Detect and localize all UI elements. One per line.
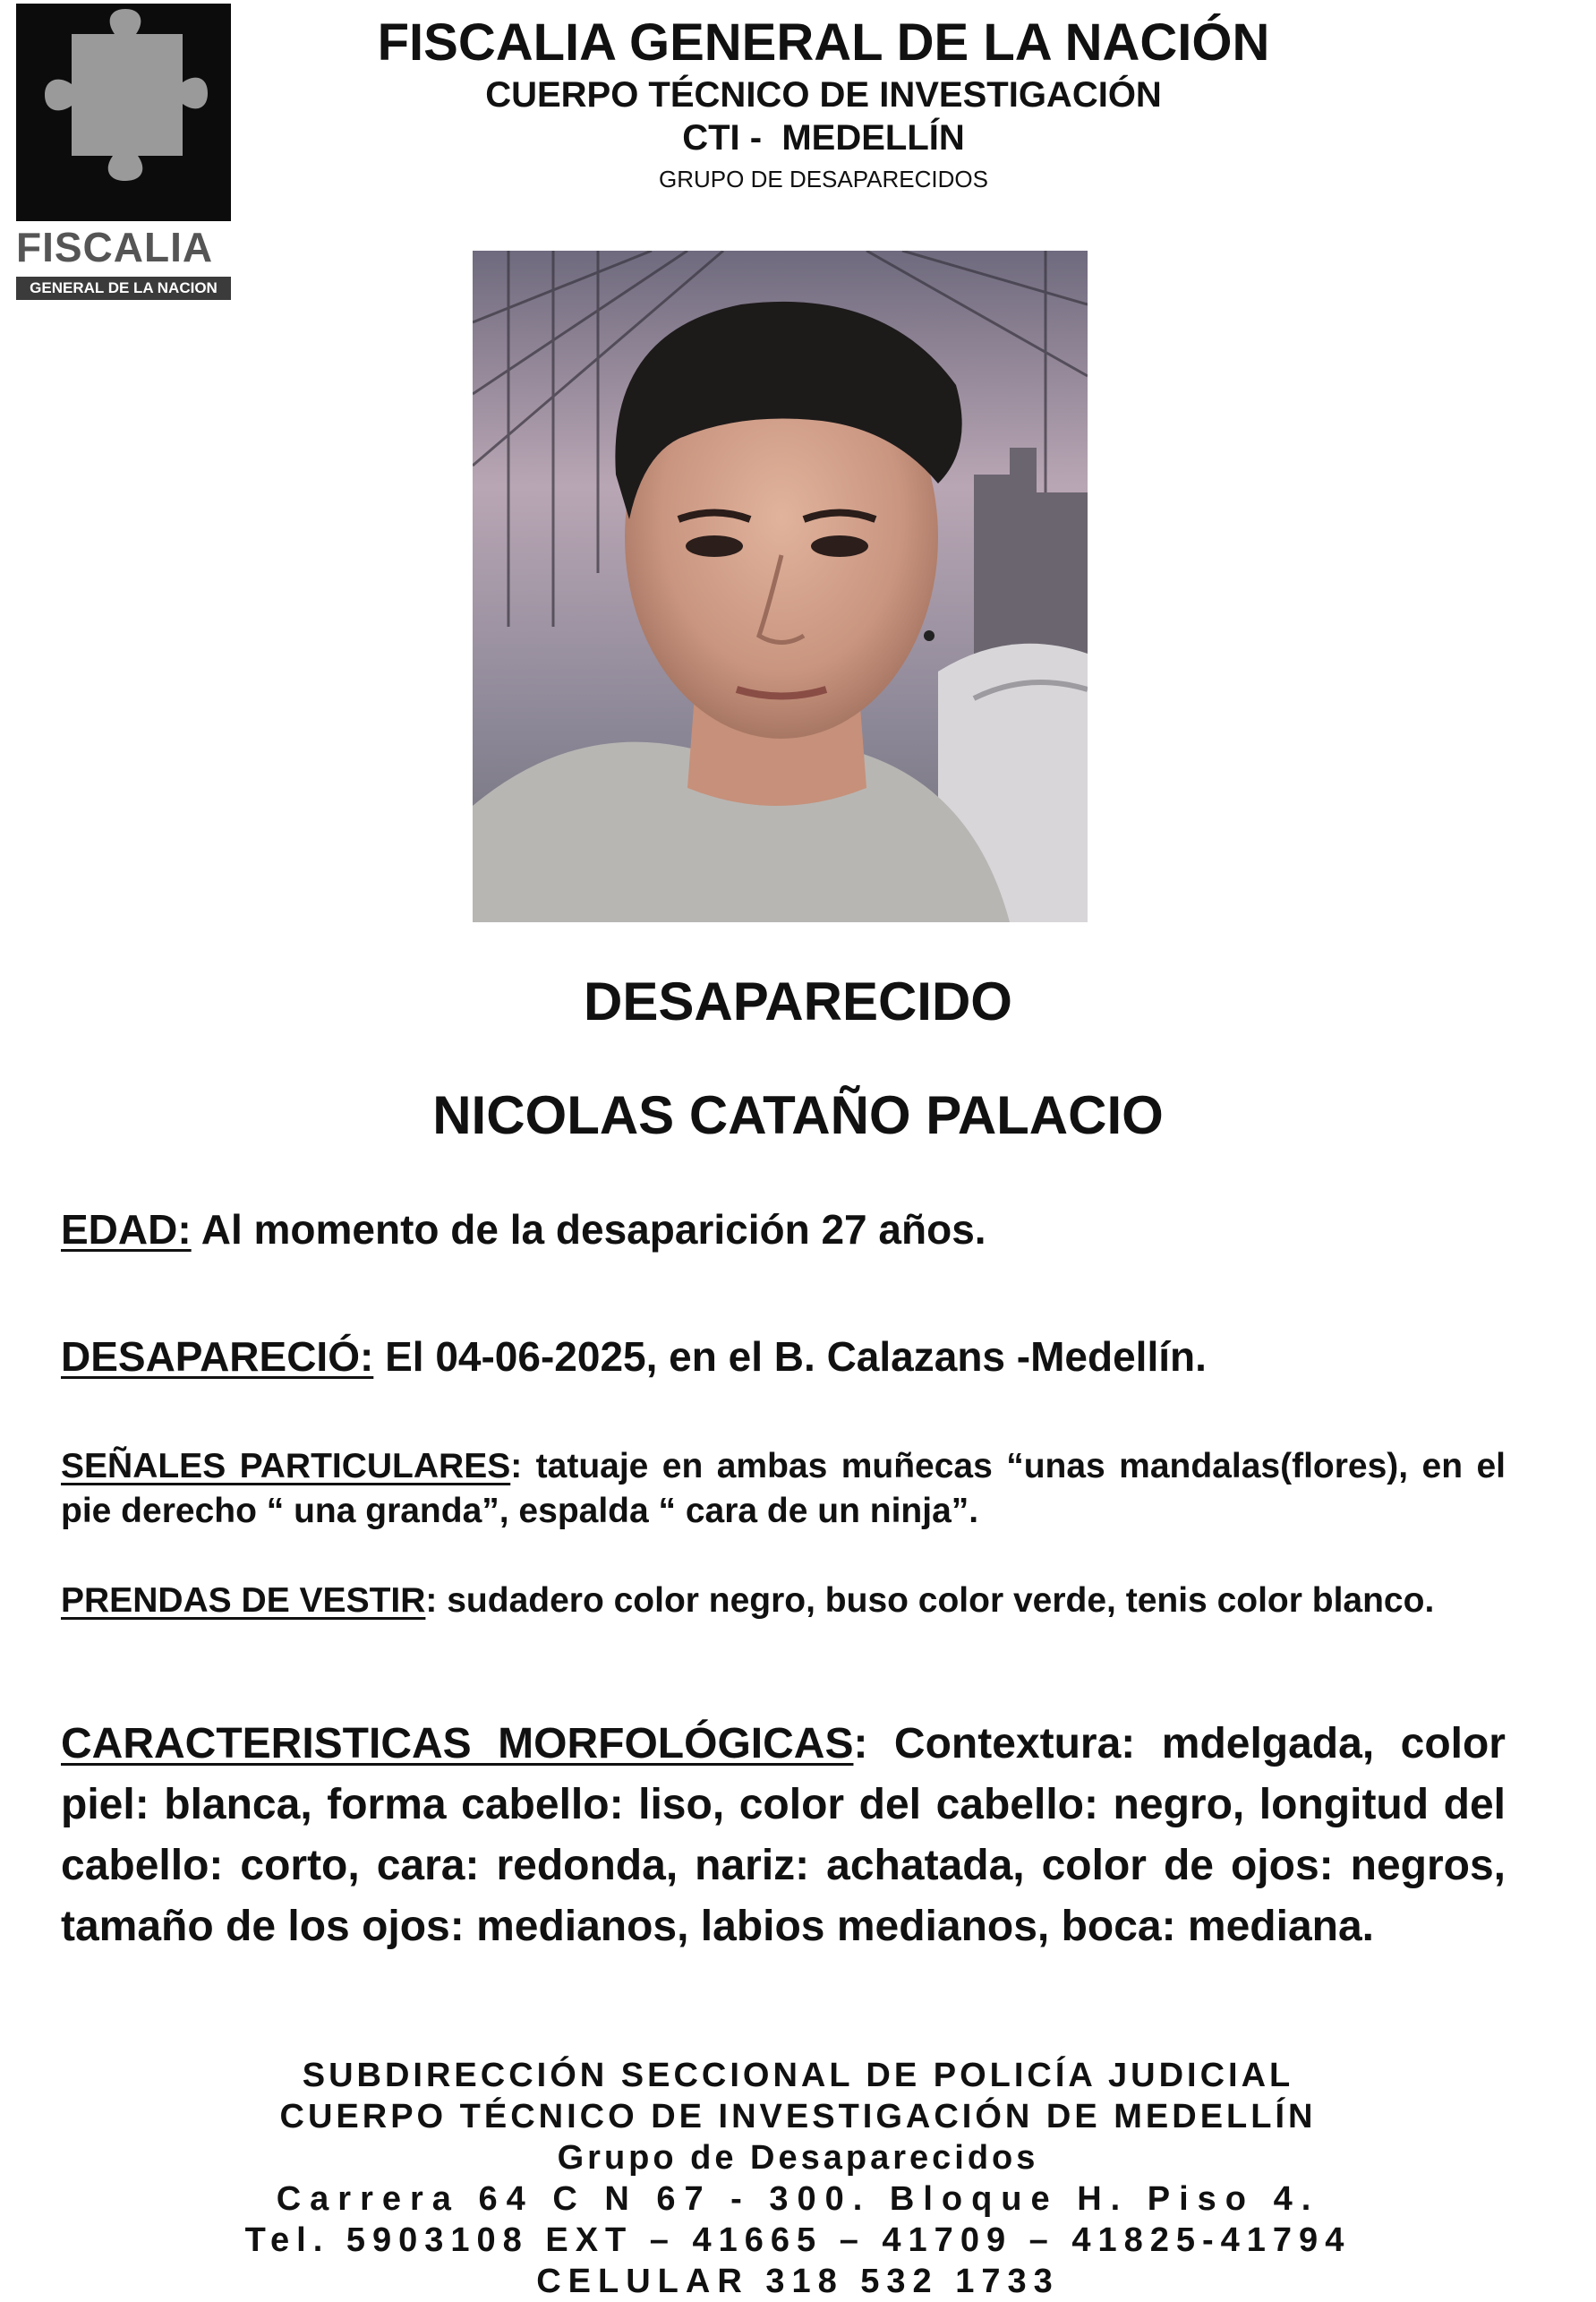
footer-mobile: CELULAR 318 532 1733	[536, 2263, 1060, 2300]
footer-department: CUERPO TÉCNICO DE INVESTIGACIÓN DE MEDELLÍN	[279, 2098, 1317, 2135]
clothing-value: : sudadero color negro, buso color verde, tenis color blanco.	[425, 1581, 1435, 1620]
missing-person-photo	[473, 251, 1088, 922]
clothing-label: PRENDAS DE VESTIR	[61, 1581, 426, 1620]
footer-group: Grupo de Desaparecidos	[557, 2139, 1039, 2177]
disappeared-label: DESAPARECIÓ:	[61, 1333, 374, 1380]
fiscalia-logo	[16, 4, 231, 306]
footer-phone: Tel. 5903108 EXT – 41665 – 41709 – 41825-41794	[244, 2221, 1352, 2259]
particular-signs-label: SEÑALES PARTICULARES	[61, 1447, 511, 1485]
morphology-value: : Contextura: mdelgada, color piel: blanca, forma cabello: liso, color del cabello: negro, longitud del cabello: corto, cara: redonda, nariz: achatada, color de ojos: negros, tamaño de los ojos: medianos, labios medianos, boca: mediana.	[61, 1720, 1506, 1950]
morphology-label: CARACTERISTICAS MORFOLÓGICAS	[61, 1720, 854, 1767]
header-city: CTI - MEDELLÍN	[682, 118, 965, 158]
morphology-row	[61, 1714, 1506, 1957]
footer-subdirection: SUBDIRECCIÓN SECCIONAL DE POLICÍA JUDICIAL	[302, 2057, 1294, 2094]
age-row	[61, 1204, 1506, 1254]
missing-person-name: NICOLAS CATAÑO PALACIO	[432, 1085, 1164, 1145]
particular-signs-row	[61, 1444, 1506, 1534]
particular-signs-value: : tatuaje en ambas muñecas “unas mandalas(flores), en el pie derecho “ una granda”, espalda “ cara de un ninja”.	[61, 1447, 1506, 1530]
header-group: GRUPO DE DESAPARECIDOS	[659, 166, 988, 193]
age-label: EDAD:	[61, 1206, 192, 1253]
clothing-row	[61, 1579, 1506, 1623]
disappeared-row	[61, 1331, 1506, 1382]
missing-status-title: DESAPARECIDO	[584, 971, 1012, 1031]
header-department: CUERPO TÉCNICO DE INVESTIGACIÓN	[485, 75, 1162, 115]
puzzle-piece-icon	[16, 4, 231, 221]
disappeared-value: El 04-06-2025, en el B. Calazans -Medellín.	[373, 1333, 1207, 1380]
footer-address: Carrera 64 C N 67 - 300. Bloque H. Piso 4.	[276, 2180, 1320, 2218]
logo-wordmark: FISCALIA	[16, 224, 214, 270]
logo-subtitle: GENERAL DE LA NACION	[16, 277, 231, 300]
header-institution: FISCALIA GENERAL DE LA NACIÓN	[377, 13, 1270, 72]
age-value: Al momento de la desaparición 27 años.	[191, 1206, 986, 1253]
